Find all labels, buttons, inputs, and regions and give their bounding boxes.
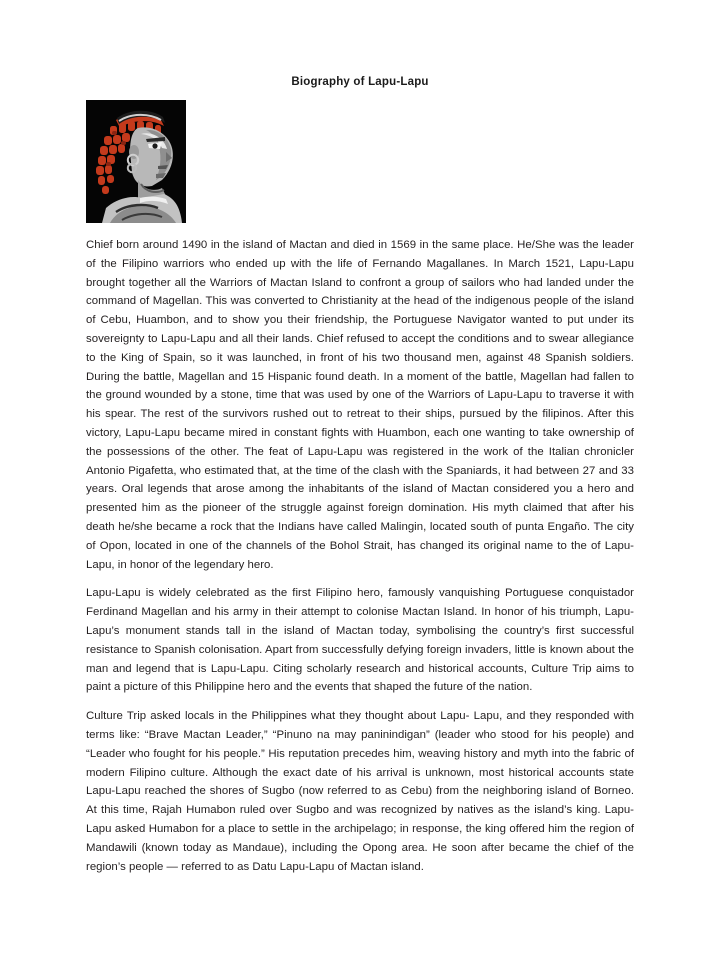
page-title: Biography of Lapu-Lapu [291,76,429,88]
paragraph-1: Chief born around 1490 in the island of Mactan and died in 1569 in the same place. He/She was the leader of the Filipino warriors who ended up with the life of Fernando Magallanes. In March 1521, Lapu-Lapu brought together all the Warriors of Mactan Island to confront a group of sailors who had landed under the command of Magellan. This was converted to Christianity at the head of the indigenous people of the island of Cebu, Huambon, and to show you their friendship, the Portuguese Navigator wanted to put under its sovereignty to Lapu-Lapu and all their lands. Chief refused to accept the conditions and to swear allegiance to the King of Spain, so it was launched, in front of his two thousand men, against 48 Spanish soldiers. During the battle, Magellan and 15 Hispanic found death. In a moment of the battle, Magellan had fallen to the ground wounded by a stone, time that was used by one of the Warriors of Lapu-Lapu to traverse it with his spear. The rest of the survivors rushed out to retreat to their ships, pursued by the filipinos. After this victory, Lapu-Lapu became mired in constant fights with Huambon, each one wanting to take ownership of the possessions of the other. The feat of Lapu-Lapu was registered in the work of the Italian chronicler Antonio Pigafetta, who estimated that, at the time of the clash with the Spaniards, it had between 27 and 33 years. Oral legends that arose among the inhabitants of the island of Mactan considered you a hero and presented him as the pioneer of the struggle against foreign domination. His myth claimed that after his death he/she became a rock that the Indians have called Malingin, located south of punta Engaño. The city of Opon, located in one of the channels of the Bohol Strait, has changed its original name to the of Lapu-Lapu, in honor of the legendary hero. [86,239,634,571]
article-body [86,236,634,876]
paragraph-2: Lapu-Lapu is widely celebrated as the first Filipino hero, famously vanquishing Portuguese conquistador Ferdinand Magellan and his army in their attempt to colonise Mactan Island. In honor of his triumph, Lapu-Lapu’s monument stands tall in the island of Mactan today, symbolising the country’s first successful resistance to Spanish colonisation. Apart from successfully defying foreign invaders, little is known about the man and legend that is Lapu-Lapu. Citing scholarly research and historical accounts, Culture Trip aims to paint a picture of this Philippine hero and the events that shaped the future of the nation. [86,587,634,694]
portrait-illustration [86,100,186,223]
lapu-lapu-portrait-image [86,100,186,223]
paragraph-3: Culture Trip asked locals in the Philippines what they thought about Lapu- Lapu, and they responded with terms like: “Brave Mactan Leader,” “Pinuno na may paninindigan” (leader who stood for his people) and “Leader who fought for his people.” His reputation precedes him, weaving history and myth into the fabric of modern Filipino culture. Although the exact date of his arrival is unknown, most historical accounts state Lapu-Lapu reached the shores of Sugbo (now referred to as Cebu) from the neighboring island of Borneo. At this time, Rajah Humabon ruled over Sugbo and was recognized by natives as the island’s king. Lapu-Lapu asked Humabon for a place to settle in the archipelago; in response, the king offered him the region of Mandawili (known today as Mandaue), including the Opong area. He soon after became the chief of the region’s people — referred to as Datu Lapu-Lapu of Mactan island. [86,710,634,873]
